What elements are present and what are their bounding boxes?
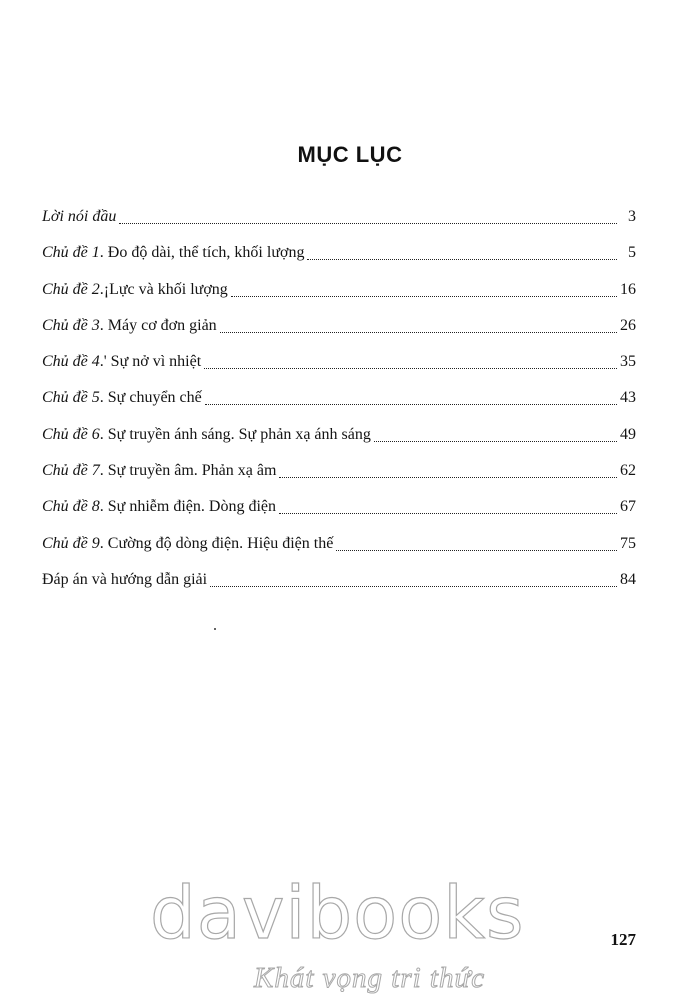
toc-topic-number: Chủ đề 3 <box>42 316 100 334</box>
toc-entry-label <box>42 351 201 373</box>
toc-separator: . <box>99 498 108 516</box>
dot-leader <box>231 279 617 297</box>
page-title: MỤC LỤC <box>297 142 403 167</box>
toc-topic-number: Chủ đề 8 <box>42 498 100 516</box>
dot-leader <box>205 387 617 405</box>
toc-page-number: 67 <box>620 498 636 516</box>
toc-entry-label <box>42 315 217 337</box>
toc-topic-number: Chủ đề 2 <box>42 280 100 298</box>
toc-entry <box>42 496 636 532</box>
dot-leader <box>210 569 617 587</box>
toc-topic-number: Chủ đề 5 <box>42 389 100 407</box>
toc-separator: . <box>99 389 108 407</box>
toc-page-number: 3 <box>628 208 636 225</box>
toc-topic-title: Đo độ dài, thể tích, khối lượng <box>107 244 305 262</box>
dot-leader <box>307 242 617 260</box>
toc-entry-label <box>42 279 228 301</box>
toc-topic-number: Chủ đề 1 <box>42 244 100 262</box>
toc-entry-label <box>42 569 207 591</box>
toc-page-number: 35 <box>620 353 636 371</box>
dot-leader <box>119 206 617 224</box>
toc-entry <box>42 279 636 315</box>
table-of-contents <box>42 206 636 605</box>
toc-page-number: 26 <box>620 316 636 334</box>
dot-leader <box>204 351 617 369</box>
toc-topic-title: Sự truyền ánh sáng. Sự phản xạ ánh sáng <box>107 425 371 443</box>
toc-entry-label <box>42 206 116 228</box>
toc-separator: . <box>99 425 108 443</box>
toc-page-number: 5 <box>628 244 636 262</box>
watermark-slogan: Khát vọng tri thức <box>254 962 486 994</box>
toc-topic-number: Chủ đề 4 <box>42 353 100 371</box>
dot-leader <box>336 533 617 551</box>
toc-topic-title: Lực và khối lượng <box>109 280 228 298</box>
toc-topic-title: Cường độ dòng điện. Hiệu điện thế <box>107 534 334 552</box>
toc-page-number: 16 <box>620 280 636 298</box>
toc-separator: .' <box>99 353 111 371</box>
print-speck <box>214 628 216 630</box>
toc-separator: . <box>99 244 108 262</box>
toc-topic-title: Đáp án và hướng dẫn giải <box>42 570 208 588</box>
toc-separator: . <box>99 534 108 552</box>
toc-page-number: 84 <box>620 570 636 588</box>
toc-entry-label <box>42 387 202 409</box>
toc-topic-title: Sự truyền âm. Phản xạ âm <box>107 462 277 480</box>
dot-leader <box>279 496 617 514</box>
toc-page-number: 43 <box>620 389 636 407</box>
toc-topic-number: Chủ đề 6 <box>42 425 100 443</box>
toc-entry <box>42 315 636 351</box>
toc-lead-text: Lời nói đầu <box>42 208 117 225</box>
toc-entry <box>42 206 636 242</box>
toc-entry-label <box>42 460 276 482</box>
toc-topic-title: Sự nở vì nhiệt <box>110 353 202 371</box>
toc-entry <box>42 242 636 278</box>
toc-topic-number: Chủ đề 9 <box>42 534 100 552</box>
toc-separator: . <box>99 316 108 334</box>
dot-leader <box>374 424 617 442</box>
toc-entry <box>42 424 636 460</box>
toc-page-number: 62 <box>620 462 636 480</box>
toc-entry-label <box>42 424 371 446</box>
toc-entry-label <box>42 242 304 264</box>
publisher-watermark <box>150 868 550 1006</box>
toc-entry <box>42 351 636 387</box>
toc-separator: . <box>99 462 108 480</box>
toc-entry <box>42 460 636 496</box>
dot-leader <box>279 460 617 478</box>
toc-topic-title: Máy cơ đơn giản <box>107 316 217 334</box>
toc-page-number: 75 <box>620 534 636 552</box>
dot-leader <box>220 315 617 333</box>
toc-page-number: 49 <box>620 425 636 443</box>
toc-topic-title: Sự chuyển chế <box>107 389 202 407</box>
toc-topic-title: Sự nhiễm điện. Dòng điện <box>107 498 276 516</box>
toc-topic-number: Chủ đề 7 <box>42 462 100 480</box>
watermark-brand: davibooks <box>150 871 525 955</box>
toc-entry <box>42 569 636 605</box>
toc-entry-label <box>42 496 276 518</box>
toc-entry <box>42 533 636 569</box>
toc-entry <box>42 387 636 423</box>
page-number: 127 <box>610 930 636 949</box>
toc-separator: .¡ <box>99 280 110 298</box>
toc-entry-label <box>42 533 333 555</box>
